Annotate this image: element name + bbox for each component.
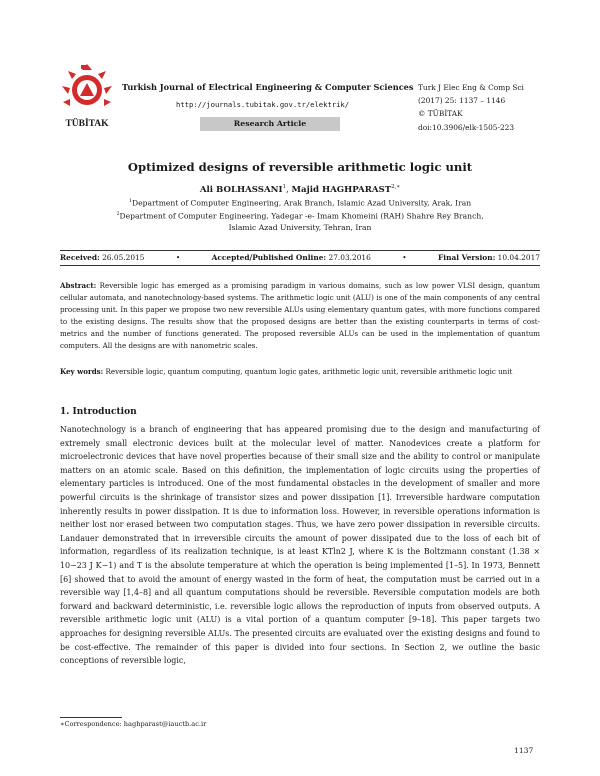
footnote: ∗Correspondence: haghparast@iauctb.ac.ir (60, 720, 207, 728)
author-2-sup: 2,∗ (391, 184, 401, 190)
paper-title: Optimized designs of reversible arithmetic logic unit (127, 160, 473, 174)
citation-journal: Turk J Elec Eng & Comp Sci (418, 83, 524, 92)
article-type-badge: Research Article (200, 117, 340, 131)
author-1-sup: 1 (282, 184, 287, 190)
keywords-text: Reversible logic, quantum computing, quantum logic gates, arithmetic logic unit, reversible arithmetic logic unit (105, 367, 513, 376)
keywords-label: Key words: (60, 367, 104, 376)
keywords (60, 366, 540, 378)
section-body: Nanotechnology is a branch of engineering that has appeared promising due to the design and manufacturing of extremely small electronic devices built at the molecular level of matter. Nanodevices create a platform for microelectronic devices that have novel properties because of their small size and the ability to control or manipulate matters on an atomic scale. Based on this definition, the implementation of logic circuits using the properties of elementary particles is introduced. One of the most fundamental obstacles in the development of smaller and more powerful circuits is the shrinkage of transistor sizes and power dissipation [1]. Irreversible hardware computation inherently results in power dissipation. It is due to information loss. However, in reversible operations information is neither lost nor erased between two computation stages. Thus, we have zero power dissipation in reversible circuits. Landauer demonstrated that in irreversible circuits the amount of power dissipated due to the loss of each bit of information, regardless of its realization technique, is at least KTln2 J, where K is the Boltzmann constant (1.38 × 10−23 J K−1) and T is the absolute temperature at which the operation is being implemented [1–5]. In 1973, Bennett [6] showed that to avoid the amount of energy wasted in the form of heat, the computation must be carried out in a reversible way [1,4–8] and all quantum computations should be reversible. Reversible computation models are both forward and backward deterministic, i.e. reversible logic allows the reproduction of inputs from observed outputs. A reversible arithmetic logic unit (ALU) is a vital portion of a quantum computer [9–18]. This paper targets two approaches for designing reversible ALUs. The presented circuits are evaluated over the existing designs and found to be cost-effective. The remainder of this paper is divided into four sections. In Section 2, we outline the basic conceptions of reversible logic, (60, 425, 540, 666)
received-date: Received: 26.05.2015 (60, 253, 145, 262)
affiliation-2-cont: Islamic Azad University, Tehran, Iran (228, 223, 372, 233)
section-heading: 1. Introduction (60, 407, 137, 417)
affiliations (0, 196, 600, 234)
citation-volume: (2017) 25: 1137 – 1146 (418, 96, 506, 106)
journal-name: Turkish Journal of Electrical Engineering & Computer Sciences (122, 82, 414, 92)
citation-doi[interactable]: doi:10.3906/elk-1505-223 (418, 122, 515, 132)
page-number: 1137 (514, 746, 534, 755)
author-separator: , (286, 184, 292, 195)
abstract-text: Reversible logic has emerged as a promising paradigm in various domains, such as low power VLSI design, quantum cellular automata, and nanotechnology-based systems. The arithmetic logic unit (ALU) is one of the main components of any central processing unit. In this paper we propose two new reversible ALUs using elementary quantum gates, with more functions compared to the existing designs. The results show that the proposed designs are better than the existing counterparts in terms of cost-metrics and the number of functions generated. The proposed reversible ALUs can be used in the implementation of quantum computers. All the designs are with nanometric scales. (60, 281, 540, 350)
accepted-date: Accepted/Published Online: 27.03.2016 (211, 253, 371, 262)
logo-text: TÜBİTAK (65, 119, 109, 129)
date-bullet: • (402, 253, 407, 262)
citation-copyright: © TÜBİTAK (418, 109, 463, 119)
author-1: Ali BOLHASSANI (199, 184, 283, 195)
date-bullet: • (175, 253, 181, 262)
journal-url-link[interactable]: http://journals.tubitak.gov.tr/elektrik/ (176, 100, 350, 109)
dates-bottom-rule (60, 265, 540, 266)
author-list (0, 184, 600, 195)
affiliation-1: $^1$Department of Computer Engineering, Arak Branch, Islamic Azad University, Arak, Iran (128, 198, 472, 208)
abstract (60, 280, 540, 351)
abstract-label: Abstract: (60, 281, 97, 290)
tubitak-logo (58, 62, 116, 132)
author-2: Majid HAGHPARAST (291, 184, 392, 195)
dates-bar (60, 253, 540, 262)
final-date: Final Version: 10.04.2017 (438, 253, 540, 262)
citation-block (418, 81, 524, 134)
footnote-rule (60, 717, 122, 718)
dates-top-rule (60, 250, 540, 251)
affiliation-2: $^2$Department of Computer Engineering, Yadegar -e- Imam Khomeini (RAH) Shahre Rey Branch, (116, 211, 484, 221)
tubitak-emblem-icon (58, 62, 116, 132)
